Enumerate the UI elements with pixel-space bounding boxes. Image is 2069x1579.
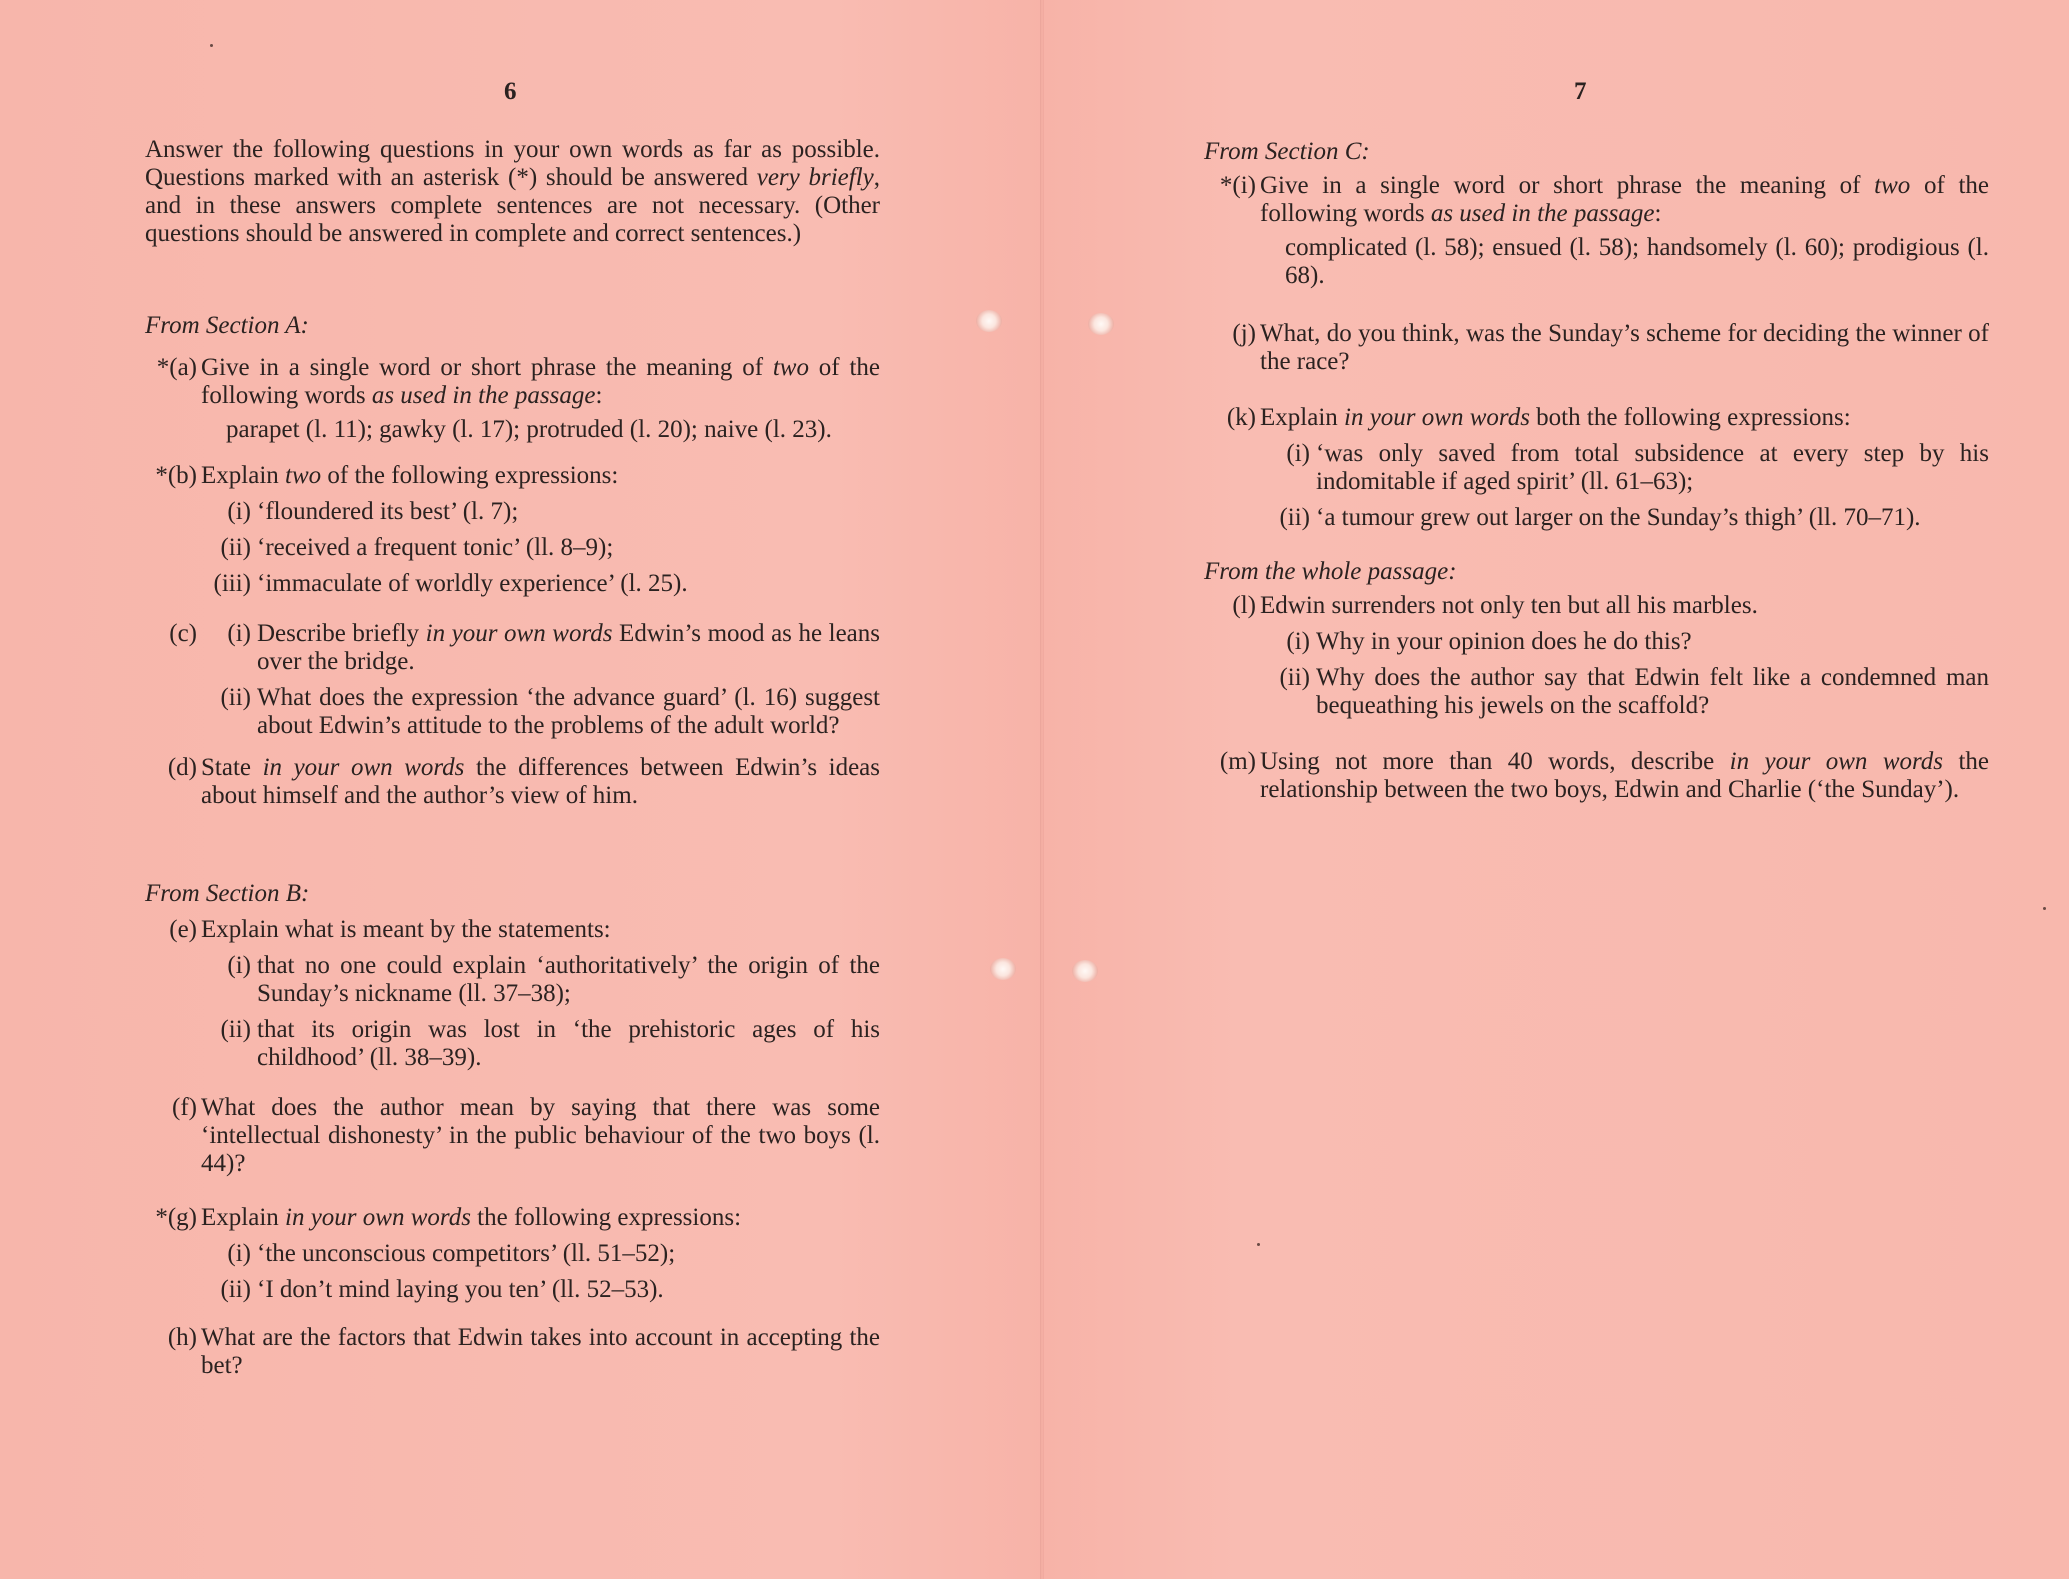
question-h: (h) What are the factors that Edwin takes into account in accepting the bet? [167,1324,880,1379]
question-f: (f) What does the author mean by saying that there was some ‘intellectual dishonesty’ in the public behaviour of the two boys (l. 44)? [172,1094,880,1177]
sub-question: (i) ‘was only saved from total subsidence at every step by his indomitable if aged spirit’ (ll. 61–63); [1286,440,1989,495]
page-number: 7 [1574,78,1587,105]
sub-question: (ii) Why does the author say that Edwin felt like a condemned man bequeathing his jewels on the scaffold? [1279,664,1989,719]
question-i: *(i) Give in a single word or short phrase the meaning of two of the following words as used in the passage: complicated (l. 58); ensued (l. 58); handsomely (l. 60); prodigious (l. 68). [1219,172,1989,289]
sub-question: (ii) ‘received a frequent tonic’ (ll. 8–9); [220,534,614,561]
word-list: complicated (l. 58); ensued (l. 58); handsomely (l. 60); prodigious (l. 68). [1285,234,1989,289]
instructions: Answer the following questions in your own words as far as possible. Questions marked with an asterisk (*) should be answered very briefly, and in these answers complete sentences are not necessary. (Other questions should be answered in complete and correct sentences.) [145,136,880,247]
question-c: (c) (i) Describe briefly in your own words Edwin’s mood as he leans over the bridge. (ii) What does the expression ‘the advance guard’ (l. 16) suggest about Edwin’s attitude to the problems of the adult world? [169,620,881,739]
question-l: (l) Edwin surrenders not only ten but all his marbles. (i) Why in your opinion does he do this? (ii) Why does the author say that Edwin felt like a condemned man bequeathing his jewels on the scaffold? [1232,592,1989,719]
page-number: 6 [504,78,517,105]
sub-question: (ii) What does the expression ‘the advance guard’ (l. 16) suggest about Edwin’s attitude to the problems of the adult world? [220,684,880,739]
left-page-content [145,136,880,1380]
section-heading-b: From Section B: [145,880,310,907]
sub-question: (iii) ‘immaculate of worldly experience’ (l. 25). [213,570,688,597]
sub-question: (i) Why in your opinion does he do this? [1286,628,1692,655]
sub-question: (i) that no one could explain ‘authoritatively’ the origin of the Sunday’s nickname (ll. 37–38); [227,952,880,1007]
sub-question: (ii) ‘I don’t mind laying you ten’ (ll. 52–53). [220,1276,664,1303]
word-list: parapet (l. 11); gawky (l. 17); protruded (l. 20); naive (l. 23). [226,416,832,443]
sub-question: (i) Describe briefly in your own words Edwin’s mood as he leans over the bridge. [227,620,881,675]
question-k: (k) Explain in your own words both the following expressions: (i) ‘was only saved from total subsidence at every step by his indomitable if aged spirit’ (ll. 61–63); (ii) ‘a tumour grew out larger on the Sunday’s thigh’ (ll. 70–71). [1226,404,1989,531]
question-j: (j) What, do you think, was the Sunday’s scheme for deciding the winner of the race? [1232,320,1989,375]
section-heading-whole: From the whole passage: [1204,558,1457,585]
section-heading-a: From Section A: [145,312,309,339]
sub-question: (i) ‘floundered its best’ (l. 7); [227,498,519,525]
question-a: *(a) Give in a single word or short phrase the meaning of two of the following words as used in the passage: parapet (l. 11); gawky (l. 17); protruded (l. 20); naive (l. 23). [156,354,880,443]
sub-question: (ii) ‘a tumour grew out larger on the Sunday’s thigh’ (ll. 70–71). [1279,504,1921,531]
sub-question: (ii) that its origin was lost in ‘the prehistoric ages of his childhood’ (ll. 38–39). [220,1016,880,1071]
question-d: (d) State in your own words the differences between Edwin’s ideas about himself and the author’s view of him. [167,754,880,809]
right-page [1044,0,2069,1579]
section-heading-c: From Section C: [1204,138,1370,165]
right-page-content [1204,138,1989,804]
question-g: *(g) Explain in your own words the following expressions: (i) ‘the unconscious competitors’ (ll. 51–52); (ii) ‘I don’t mind laying you ten’ (ll. 52–53). [145,1204,880,1304]
question-b: *(b) Explain two of the following expressions: (i) ‘floundered its best’ (l. 7); (ii) ‘received a frequent tonic’ (ll. 8–9); (iii) ‘immaculate of worldly experience’ (l. 25). [145,462,880,598]
question-m: (m) Using not more than 40 words, describe in your own words the relationship between the two boys, Edwin and Charlie (‘the Sunday’). [1219,748,1990,803]
sub-question: (i) ‘the unconscious competitors’ (ll. 51–52); [227,1240,676,1267]
question-e: (e) Explain what is meant by the statements: (i) that no one could explain ‘authoritatively’ the origin of the Sunday’s nickname (ll. 37–38); (ii) that its origin was lost in ‘the prehistoric ages of his childhood’ (ll. 38–39). [169,916,880,1071]
